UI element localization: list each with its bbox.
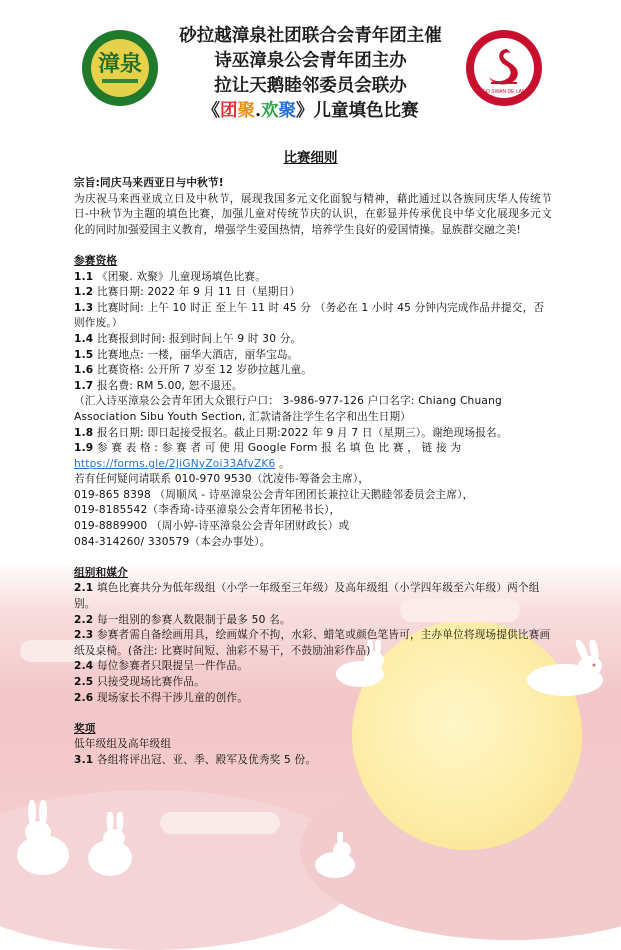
rabbit-icon [8,800,78,878]
rules-title: 比赛细则 [283,150,338,166]
list-item: 1.7 报名费: RM 5.00, 恕不退还。 [74,379,243,392]
cloud [160,812,280,834]
logo-glyph: 漳泉 [97,51,142,77]
header-line-3: 拉让天鹅睦邻委员会联办 [214,76,407,96]
list-item: 2.2 每一组别的参赛人数限制于最多 50 名。 [74,613,291,626]
eligibility-heading: 参赛资格 [74,254,118,267]
contact-line: 019-8889900 （周小婷-诗巫漳泉公会青年团财政长）或 [74,520,350,533]
intro-text: 为庆祝马来西亚成立日及中秋节，展现我国多元文化面貌与精神，藉此通过以各族同庆华人传统节日-中秋节为主题的填色比赛，加强儿童对传统节庆的认识，在彰显并传承优良中华文化展现多元文化的同时加强爱国主义教育，增强学生爱国热情，培养学生良好的爱国情操。显族群交融之美! [74,192,552,236]
rabbit-icon [80,812,140,878]
form-link-line: https://forms.gle/2JiGNyZoi33AfvZK6 。 [74,457,290,470]
event-title: 《团聚.欢聚》儿童填色比赛 [202,101,419,121]
list-item: 1.1 《团聚. 欢聚》儿童现场填色比赛。 [74,270,266,283]
contact-line: 019-8185542（李香琦-诗巫漳泉公会青年团秘书长）， [74,504,341,517]
contact-line: 084-314260/ 330579（本会办事处）。 [74,535,271,548]
list-item: 2.6 现场家长不得干涉儿童的创作。 [74,691,249,704]
header-line-2: 诗巫漳泉公会青年团主办 [214,51,407,71]
list-item: 1.6 比赛资格: 公开所 7 岁至 12 岁砂拉越儿童。 [74,364,313,377]
list-item: 1.2 比赛日期: 2022 年 9 月 11 日（星期日） [74,286,301,299]
list-item: 2.5 只接受现场比赛作品。 [74,676,205,688]
contact-line: 019-865 8398 （周顺凤 - 诗巫漳泉公会青年团团长兼拉让天鹅睦邻委员会主席）， [74,488,474,501]
list-item: 1.5 比赛地点: 一楼，丽华大酒店，丽华宝岛。 [74,348,299,361]
list-item: 2.1 填色比赛共分为低年级组（小学一年级至三年级）及高年级组（小学四年级至六年级）两个组别。 [74,582,540,611]
intro-heading: 宗旨:同庆马来西亚日与中秋节! [74,177,224,189]
rabbit-icon [310,832,360,878]
header-line-1: 砂拉越漳泉社团联合会青年团主催 [179,26,442,46]
list-item: 1.9 参 赛 表 格 : 参 赛 者 可 使 用 Google Form 报 名 填 色 比 赛 ， 链 接 为 [74,442,462,455]
list-item: 2.4 每位参赛者只限提呈一件作品。 [74,660,249,673]
awards-heading: 奖项 [74,722,96,735]
awards-group: 低年级组及高年级组 [74,738,172,751]
list-item: 2.3 参赛者需自备绘画用具，绘画媒介不拘，水彩、蜡笔或颜色笔皆可，主办单位将现场提供比赛画纸及桌椅。(备注: 比赛时间短、油彩不易干，不鼓励油彩作品) [74,629,551,657]
bank-note: （汇入诗巫漳泉公会青年团大众银行户口： 3-986-977-126 户口名字: Chiang Chuang Association Sibu Youth Section, 汇款请备注学生名字和出生日期） [74,395,502,423]
page-header [0,24,621,124]
groups-heading: 组别和媒介 [74,566,128,579]
logo-text: NGO SWAN DE LANG [478,89,530,95]
list-item: 1.3 比赛时间: 上午 10 时正 至上午 11 时 45 分 （务必在 1 小时 45 分钟内完成作品并提交，否则作废。） [74,301,545,330]
list-item: 1.8 报名日期: 即日起接受报名。截止日期:2022 年 9 月 7 日（星期三）。谢绝现场报名。 [74,426,508,439]
google-form-link[interactable]: https://forms.gle/2JiGNyZoi33AfvZK6 [74,457,276,470]
contact-line: 若有任何疑问请联系 010-970 9530（沈凌伟-筹备会主席）， [74,473,370,486]
rules-content [74,176,552,769]
list-item: 1.4 比赛报到时间: 报到时间上午 9 时 30 分。 [74,332,302,345]
list-item: 3.1 各组将评出冠、亚、季、殿军及优秀奖 5 份。 [74,753,317,766]
